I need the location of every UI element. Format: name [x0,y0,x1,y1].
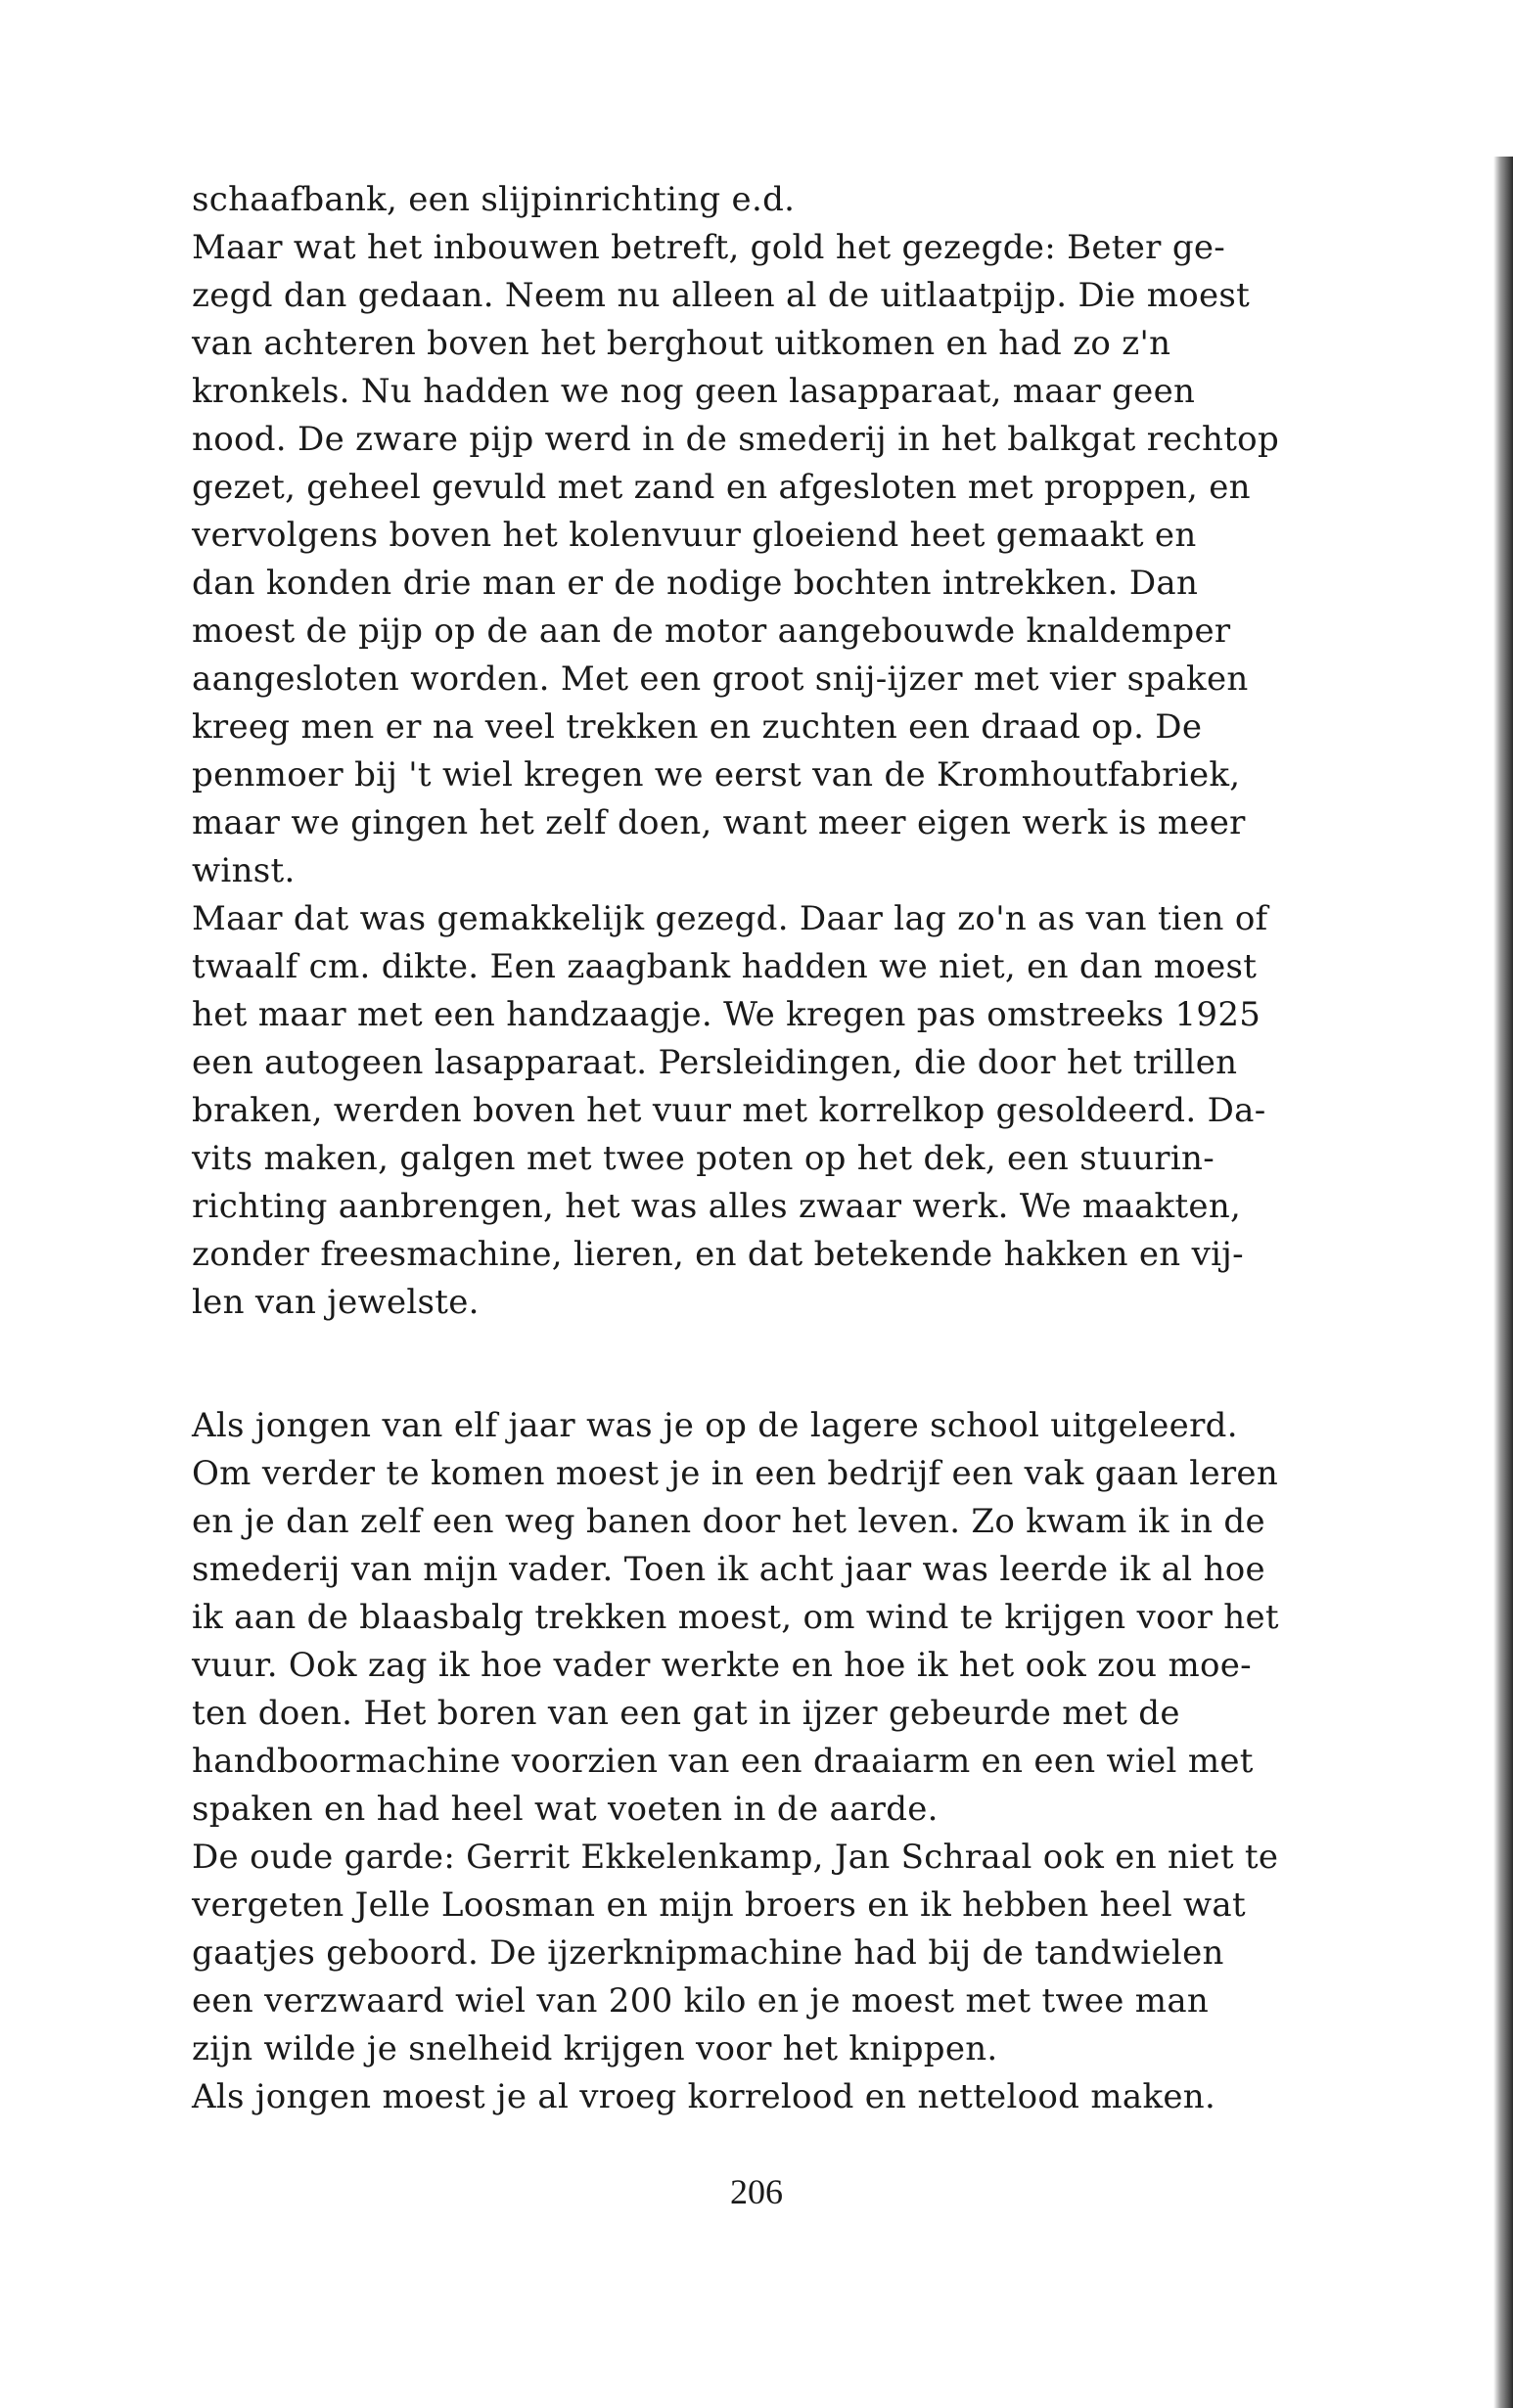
text-line: handboormachine voorzien van een draaiarm en een wiel met [192,1742,1254,1781]
text-line: penmoer bij 't wiel kregen we eerst van de Kromhoutfabriek, [192,755,1241,795]
text-line: dan konden drie man er de nodige bochten intrekken. Dan [192,564,1199,603]
text-line: schaafbank, een slijpinrichting e.d. [192,180,796,219]
text-line: richting aanbrengen, het was alles zwaar werk. We maakten, [192,1187,1242,1226]
text-line: Als jongen moest je al vroeg korrelood en nettelood maken. [192,2077,1216,2116]
text-line: kronkels. Nu hadden we nog geen lasapparaat, maar geen [192,372,1196,411]
text-line: gaatjes geboord. De ijzerknipmachine had bij de tandwielen [192,1933,1224,1973]
text-line: kreeg men er na veel trekken en zuchten een draad op. De [192,707,1203,747]
text-line: vervolgens boven het kolenvuur gloeiend heet gemaakt en [192,516,1197,555]
text-line: nood. De zware pijp werd in de smederij in het balkgat rechtop [192,420,1280,459]
text-line: De oude garde: Gerrit Ekkelenkamp, Jan Schraal ook en niet te [192,1838,1279,1877]
text-line: vits maken, galgen met twee poten op het dek, een stuurin- [192,1139,1215,1178]
text-line: van achteren boven het berghout uitkomen en had zo z'n [192,324,1171,363]
page-edge-shadow [1493,157,1513,2408]
text-line: spaken en had heel wat voeten in de aarde. [192,1790,939,1829]
text-line: zijn wilde je snelheid krijgen voor het knippen. [192,2029,998,2068]
text-line: maar we gingen het zelf doen, want meer eigen werk is meer [192,803,1246,842]
text-line: Om verder te komen moest je in een bedrijf een vak gaan leren [192,1454,1279,1493]
text-line: aangesloten worden. Met een groot snij-ijzer met vier spaken [192,659,1249,699]
text-line: smederij van mijn vader. Toen ik acht jaar was leerde ik al hoe [192,1550,1265,1589]
text-line: ik aan de blaasbalg trekken moest, om wind te krijgen voor het [192,1598,1279,1637]
text-line: zegd dan gedaan. Neem nu alleen al de uitlaatpijp. Die moest [192,276,1251,315]
text-line: moest de pijp op de aan de motor aangebouwde knaldemper [192,612,1231,651]
text-line: Als jongen van elf jaar was je op de lagere school uitgeleerd. [192,1406,1238,1445]
text-line: een autogeen lasapparaat. Persleidingen, die door het trillen [192,1043,1238,1082]
page-number: 206 [730,2172,783,2211]
text-line: vuur. Ook zag ik hoe vader werkte en hoe ik het ook zou moe- [192,1646,1252,1685]
text-line: een verzwaard wiel van 200 kilo en je moest met twee man [192,1981,1210,2021]
text-line: Maar wat het inbouwen betreft, gold het gezegde: Beter ge- [192,228,1226,267]
text-line: winst. [192,851,296,890]
text-line: twaalf cm. dikte. Een zaagbank hadden we niet, en dan moest [192,947,1258,986]
text-line: len van jewelste. [192,1283,480,1322]
text-line: braken, werden boven het vuur met korrelkop gesoldeerd. Da- [192,1091,1266,1130]
text-line: ten doen. Het boren van een gat in ijzer gebeurde met de [192,1694,1180,1733]
text-line: gezet, geheel gevuld met zand en afgesloten met proppen, en [192,468,1251,507]
text-line: het maar met een handzaagje. We kregen pas omstreeks 1925 [192,995,1261,1034]
text-line: en je dan zelf een weg banen door het leven. Zo kwam ik in de [192,1502,1265,1541]
text-line: vergeten Jelle Loosman en mijn broers en ik hebben heel wat [192,1886,1246,1925]
text-line: Maar dat was gemakkelijk gezegd. Daar lag zo'n as van tien of [192,899,1268,938]
text-line: zonder freesmachine, lieren, en dat betekende hakken en vij- [192,1235,1244,1274]
